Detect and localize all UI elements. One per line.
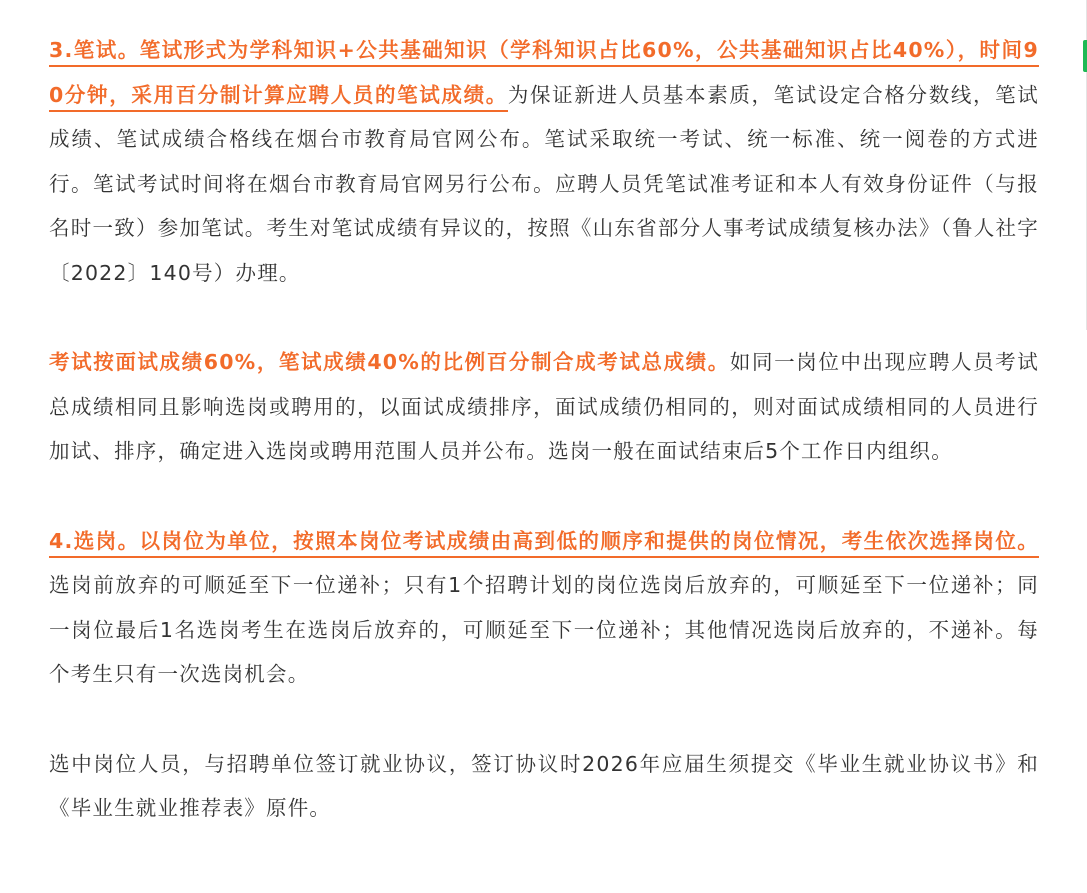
highlight-post-selection: 4.选岗。以岗位为单位，按照本岗位考试成绩由高到低的顺序和提供的岗位情况，考生依次选择岗位。 (49, 529, 1039, 558)
paragraph-post-selection (49, 519, 1039, 697)
highlight-total-score: 考试按面试成绩60%，笔试成绩40%的比例百分制合成考试总成绩。 (49, 350, 730, 375)
article-body (49, 28, 1039, 831)
paragraph-written-exam (49, 28, 1039, 296)
scroll-indicator[interactable] (1083, 40, 1087, 72)
paragraph-text-total-score: 如同一岗位中出现应聘人员考试总成绩相同且影响选岗或聘用的，以面试成绩排序，面试成绩仍相同的，则对面试成绩相同的人员进行加试、排序，确定进入选岗或聘用范围人员并公布。选岗一般在面试结束后5个工作日内组织。 (49, 350, 1039, 464)
paragraph-text-post-selection: 选岗前放弃的可顺延至下一位递补；只有1个招聘计划的岗位选岗后放弃的，可顺延至下一位递补；同一岗位最后1名选岗考生在选岗后放弃的，可顺延至下一位递补；其他情况选岗后放弃的，不递补。每个考生只有一次选岗机会。 (49, 573, 1039, 687)
paragraph-total-score (49, 340, 1039, 474)
paragraph-text-agreement: 选中岗位人员，与招聘单位签订就业协议，签订协议时2026年应届生须提交《毕业生就业协议书》和《毕业生就业推荐表》原件。 (49, 751, 1039, 821)
paragraph-agreement (49, 742, 1039, 831)
highlight-written-exam: 3.笔试。笔试形式为学科知识+公共基础知识（学科知识占比60%，公共基础知识占比40%），时间90分钟，采用百分制计算应聘人员的笔试成绩。 (49, 38, 1039, 112)
paragraph-text-written-exam: 为保证新进人员基本素质，笔试设定合格分数线，笔试成绩、笔试成绩合格线在烟台市教育局官网公布。笔试采取统一考试、统一标准、统一阅卷的方式进行。笔试考试时间将在烟台市教育局官网另行公布。应聘人员凭笔试准考证和本人有效身份证件（与报名时一致）参加笔试。考生对笔试成绩有异议的，按照《山东省部分人事考试成绩复核办法》（鲁人社字〔2022〕140号）办理。 (49, 82, 1039, 285)
